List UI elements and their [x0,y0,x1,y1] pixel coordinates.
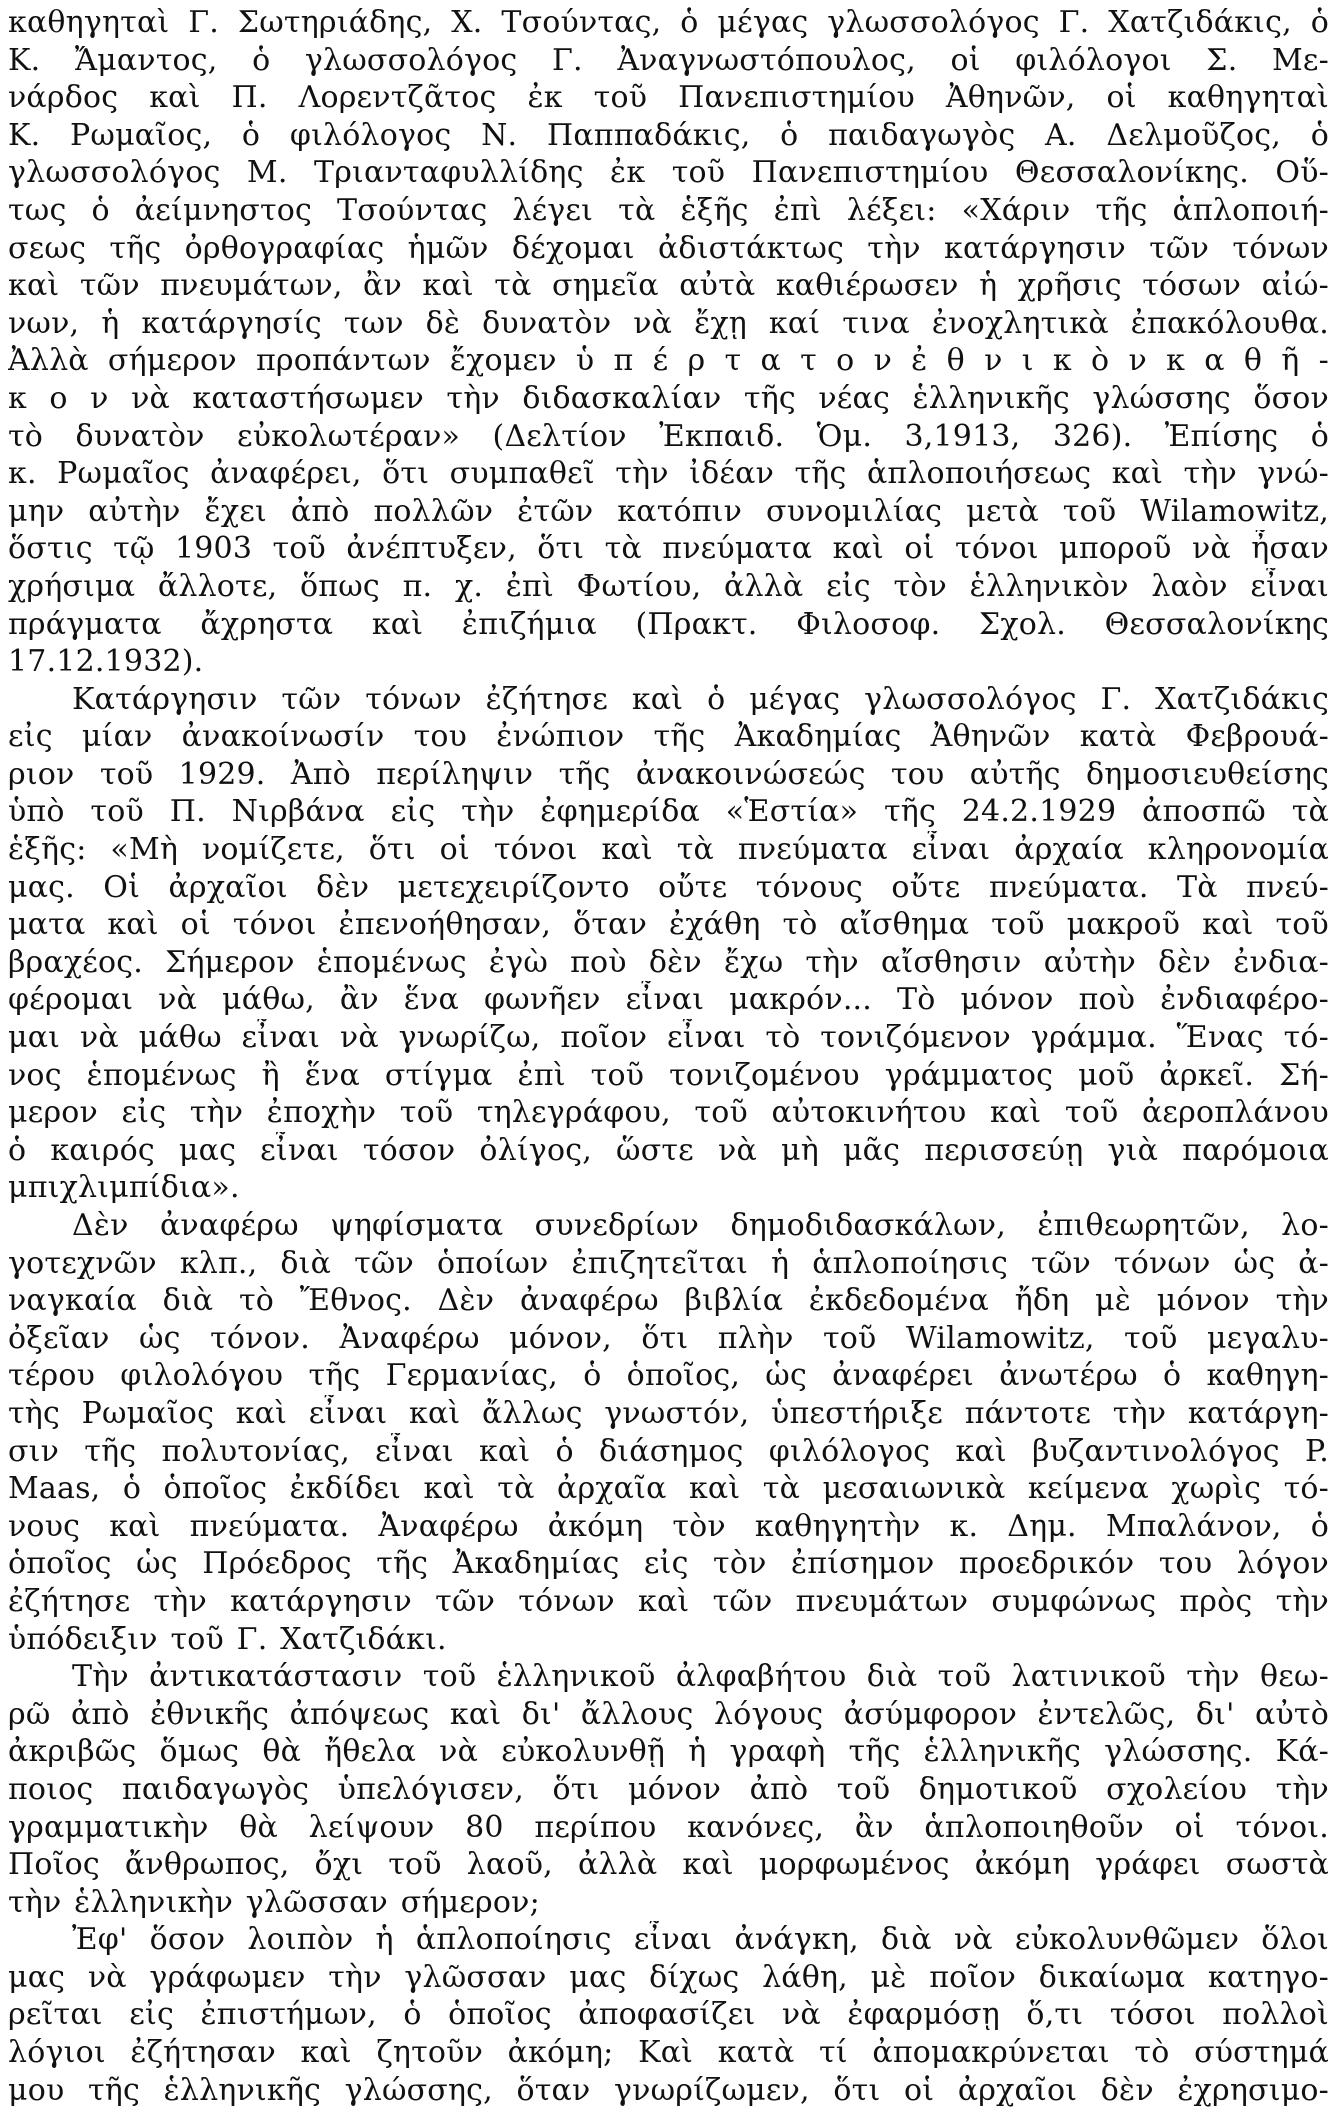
text-line: Δὲν ἀναφέρω ψηφίσματα συνεδρίων δημοδιδασκάλων, ἐπιθεωρητῶν, λο- [72,1208,1329,1243]
text-line: Ἀλλὰ σήμερον προπάντων ἔχομεν ὑ π έ ρ τ α τ ο ν ἐ θ ν ι κ ὸ ν κ α θ ῆ - [8,343,1329,379]
paragraph-4 [8,1658,1329,1921]
text-line: μαι νὰ μάθω εἶναι νὰ γνωρίζω, ποῖον εἶναι τὸ τονιζόμενον γράμμα. Ἕνας τό- [8,1020,1329,1056]
text-line: Ἐφ' ὅσον λοιπὸν ἡ ἁπλοποίησις εἶναι ἀνάγκη, διὰ νὰ εὐκολυνθῶμεν ὅλοι [72,1922,1329,1958]
text-line: 17.12.1932). [8,644,204,680]
text-line: γραμματικὴν θὰ λείψουν 80 περίπου κανόνες, ἂν ἁπλοποιηθοῦν οἱ τόνοι. [8,1809,1329,1845]
text-line: μπιχλιμπίδια». [8,1170,240,1206]
text-line: ποιος παιδαγωγὸς ὑπελόγισεν, ὅτι μόνον ἀπὸ τοῦ δημοτικοῦ σχολείου τὴν [8,1771,1329,1807]
text-line: νος ἑπομένως ἢ ἕνα στίγμα ἐπὶ τοῦ τονιζομένου γράμματος μοῦ ἀρκεῖ. Σή- [8,1057,1329,1093]
text-line: ὁποῖος ὡς Πρόεδρος τῆς Ἀκαδημίας εἰς τὸν ἐπίσημον προεδρικόν του λόγον [8,1546,1329,1582]
text-line: μου τῆς ἑλληνικῆς γλώσσης, ὅταν γνωρίζωμεν, ὅτι οἱ ἀρχαῖοι δὲν ἐχρησιμο- [8,2072,1329,2108]
text-line: μας. Οἱ ἀρχαῖοι δὲν μετεχειρίζοντο οὔτε τόνους οὔτε πνεύματα. Τὰ πνεύ- [8,869,1329,905]
text-line: Κ. Ἄμαντος, ὁ γλωσσολόγος Γ. Ἀναγνωστόπουλος, οἱ φιλόλογοι Σ. Με- [8,42,1329,78]
text-line: σιν τῆς πολυτονίας, εἶναι καὶ ὁ διάσημος φιλόλογος καὶ βυζαντινολόγος P. [8,1433,1329,1469]
text-line: τὴν ἑλληνικὴν γλῶσσαν σήμερον; [8,1884,540,1920]
paragraph-5 [8,1921,1329,2109]
text-line: ριον τοῦ 1929. Ἀπὸ περίληψιν τῆς ἀνακοινώσεώς του αὐτῆς δημοσιευθείσης [8,756,1329,792]
text-line: πράγματα ἄχρηστα καὶ ἐπιζήμια (Πρακτ. Φιλοσοφ. Σχολ. Θεσσαλονίκης [8,606,1329,642]
text-line: κ. Ρωμαῖος ἀναφέρει, ὅτι συμπαθεῖ τὴν ἰδέαν τῆς ἁπλοποιήσεως καὶ τὴν γνώ- [8,456,1329,492]
text-line: ρεῖται εἰς ἐπιστήμων, ὁ ὁποῖος ἀποφασίζει νὰ ἐφαρμόσῃ ὅ,τι τόσοι πολλοὶ [8,1997,1329,2033]
text-line: ἑξῆς: «Μὴ νομίζετε, ὅτι οἱ τόνοι καὶ τὰ πνεύματα εἶναι ἀρχαία κληρονομία [8,832,1329,868]
text-line: ἀκριβῶς ὅμως θὰ ἤθελα νὰ εὐκολυνθῇ ἡ γραφὴ τῆς ἑλληνικῆς γλώσσης. Κά- [8,1734,1329,1770]
text-line: μας νὰ γράφωμεν τὴν γλῶσσαν μας δίχως λάθη, μὲ ποῖον δικαίωμα κατηγο- [8,1959,1329,1995]
text-line: ἐζήτησε τὴν κατάργησιν τῶν τόνων καὶ τῶν πνευμάτων συμφώνως πρὸς τὴν [8,1583,1329,1619]
paragraph-1 [8,4,1329,681]
text-line: σεως τῆς ὀρθογραφίας ἡμῶν δέχομαι ἀδιστάκτως τὴν κατάργησιν τῶν τόνων [8,230,1329,266]
paragraph-3 [8,1207,1329,1658]
text-line: Τὴν ἀντικατάστασιν τοῦ ἑλληνικοῦ ἀλφαβήτου διὰ τοῦ λατινικοῦ τὴν θεω- [72,1659,1329,1695]
text-line: ρῶ ἀπὸ ἐθνικῆς ἀπόψεως καὶ δι' ἄλλους λόγους ἀσύμφορον ἐντελῶς, δι' αὐτὸ [8,1696,1329,1732]
text-line: ὅστις τῷ 1903 τοῦ ἀνέπτυξεν, ὅτι τὰ πνεύματα καὶ οἱ τόνοι μποροῦ νὰ ἦσαν [8,531,1329,567]
text-line: βραχέος. Σήμερον ἑπομένως ἐγὼ ποὺ δὲν ἔχω τὴν αἴσθησιν αὐτὴν δὲν ἐνδια- [8,944,1329,980]
text-line: γλωσσολόγος Μ. Τριανταφυλλίδης ἐκ τοῦ Πανεπιστημίου Θεσσαλονίκης. Οὕ- [8,155,1329,191]
text-line: ὑπὸ τοῦ Π. Νιρβάνα εἰς τὴν ἐφημερίδα «Ἑστία» τῆς 24.2.1929 ἀποσπῶ τὰ [8,794,1329,830]
text-line: καθηγηταὶ Γ. Σωτηριάδης, Χ. Τσούντας, ὁ μέγας γλωσσολόγος Γ. Χατζιδάκις, ὁ [8,5,1329,40]
text-line: τέρου φιλολόγου τῆς Γερμανίας, ὁ ὁποῖος, ὡς ἀναφέρει ἀνωτέρω ὁ καθηγη- [8,1358,1329,1394]
text-line: χρήσιμα ἄλλοτε, ὅπως π. χ. ἐπὶ Φωτίου, ἀλλὰ εἰς τὸν ἑλληνικὸν λαὸν εἶναι [8,568,1329,604]
text-line: λόγιοι ἐζήτησαν καὶ ζητοῦν ἀκόμη; Καὶ κατὰ τί ἀπομακρύνεται τὸ σύστημά [8,2035,1329,2071]
text-line: φέρομαι νὰ μάθω, ἂν ἕνα φωνῆεν εἶναι μακρόν... Τὸ μόνον ποὺ ἐνδιαφέρο- [8,982,1329,1018]
text-line: τὸ δυνατὸν εὐκολωτέραν» (Δελτίον Ἐκπαιδ. Ὁμ. 3,1913, 326). Ἐπίσης ὁ [8,418,1329,454]
text-line: ὁ καιρός μας εἶναι τόσον ὀλίγος, ὥστε νὰ μὴ μᾶς περισσεύῃ γιὰ παρόμοια [8,1132,1329,1168]
text-line: τὴς Ρωμαῖος καὶ εἶναι καὶ ἄλλως γνωστόν, ὑπεστήριξε πάντοτε τὴν κατάργη- [8,1395,1329,1431]
text-line: Κ. Ρωμαῖος, ὁ φιλόλογος Ν. Παππαδάκις, ὁ παιδαγωγὸς Α. Δελμοῦζος, ὁ [8,117,1329,153]
text-line: γοτεχνῶν κλπ., διὰ τῶν ὁποίων ἐπιζητεῖται ἡ ἁπλοποίησις τῶν τόνων ὡς ἀ- [8,1245,1329,1281]
text-line: ματα καὶ οἱ τόνοι ἐπενοήθησαν, ὅταν ἐχάθη τὸ αἴσθημα τοῦ μακροῦ καὶ τοῦ [8,907,1329,943]
text-line: νων, ἡ κατάργησίς των δὲ δυνατὸν νὰ ἔχῃ καί τινα ἐνοχλητικὰ ἐπακόλουθα. [8,305,1329,341]
text-line: νάρδος καὶ Π. Λορεντζᾶτος ἐκ τοῦ Πανεπιστημίου Ἀθηνῶν, οἱ καθηγηταὶ [8,80,1329,116]
text-line: τως ὁ ἀείμνηστος Τσούντας λέγει τὰ ἑξῆς ἐπὶ λέξει: «Χάριν τῆς ἁπλοποιή- [8,192,1329,228]
text-line: νους καὶ πνεύματα. Ἀναφέρω ἀκόμη τὸν καθηγητὴν κ. Δημ. Μπαλάνον, ὁ [8,1508,1329,1544]
text-line: μερον εἰς τὴν ἐποχὴν τοῦ τηλεγράφου, τοῦ αὐτοκινήτου καὶ τοῦ ἀεροπλάνου [8,1095,1329,1131]
paragraph-2 [8,681,1329,1207]
text-line: Ποῖος ἄνθρωπος, ὄχι τοῦ λαοῦ, ἀλλὰ καὶ μορφωμένος ἀκόμη γράφει σωστὰ [8,1847,1329,1883]
text-line: Maas, ὁ ὁποῖος ἐκδίδει καὶ τὰ ἀρχαῖα καὶ τὰ μεσαιωνικὰ κείμενα χωρὶς τό- [8,1471,1329,1507]
text-line: ὑπόδειξιν τοῦ Γ. Χατζιδάκι. [8,1621,447,1657]
text-line: κ ο ν νὰ καταστήσωμεν τὴν διδασκαλίαν τῆς νέας ἑλληνικῆς γλώσσης ὅσον [8,380,1329,416]
text-line: ὀξεῖαν ὡς τόνον. Ἀναφέρω μόνον, ὅτι πλὴν τοῦ Wilamowitz, τοῦ μεγαλυ- [8,1320,1329,1356]
text-line: ναγκαία διὰ τὸ Ἔθνος. Δὲν ἀναφέρω βιβλία ἐκδεδομένα ἤδη μὲ μόνον τὴν [8,1283,1329,1319]
text-line: καὶ τῶν πνευμάτων, ἂν καὶ τὰ σημεῖα αὐτὰ καθιέρωσεν ἡ χρῆσις τόσων αἰώ- [8,268,1329,304]
text-line: εἰς μίαν ἀνακοίνωσίν του ἐνώπιον τῆς Ἀκαδημίας Ἀθηνῶν κατὰ Φεβρουά- [8,719,1329,755]
text-line: μην αὐτὴν ἔχει ἀπὸ πολλῶν ἐτῶν κατόπιν συνομιλίας μετὰ τοῦ Wilamowitz, [8,493,1329,529]
text-line: Κατάργησιν τῶν τόνων ἐζήτησε καὶ ὁ μέγας γλωσσολόγος Γ. Χατζιδάκις [72,681,1329,717]
